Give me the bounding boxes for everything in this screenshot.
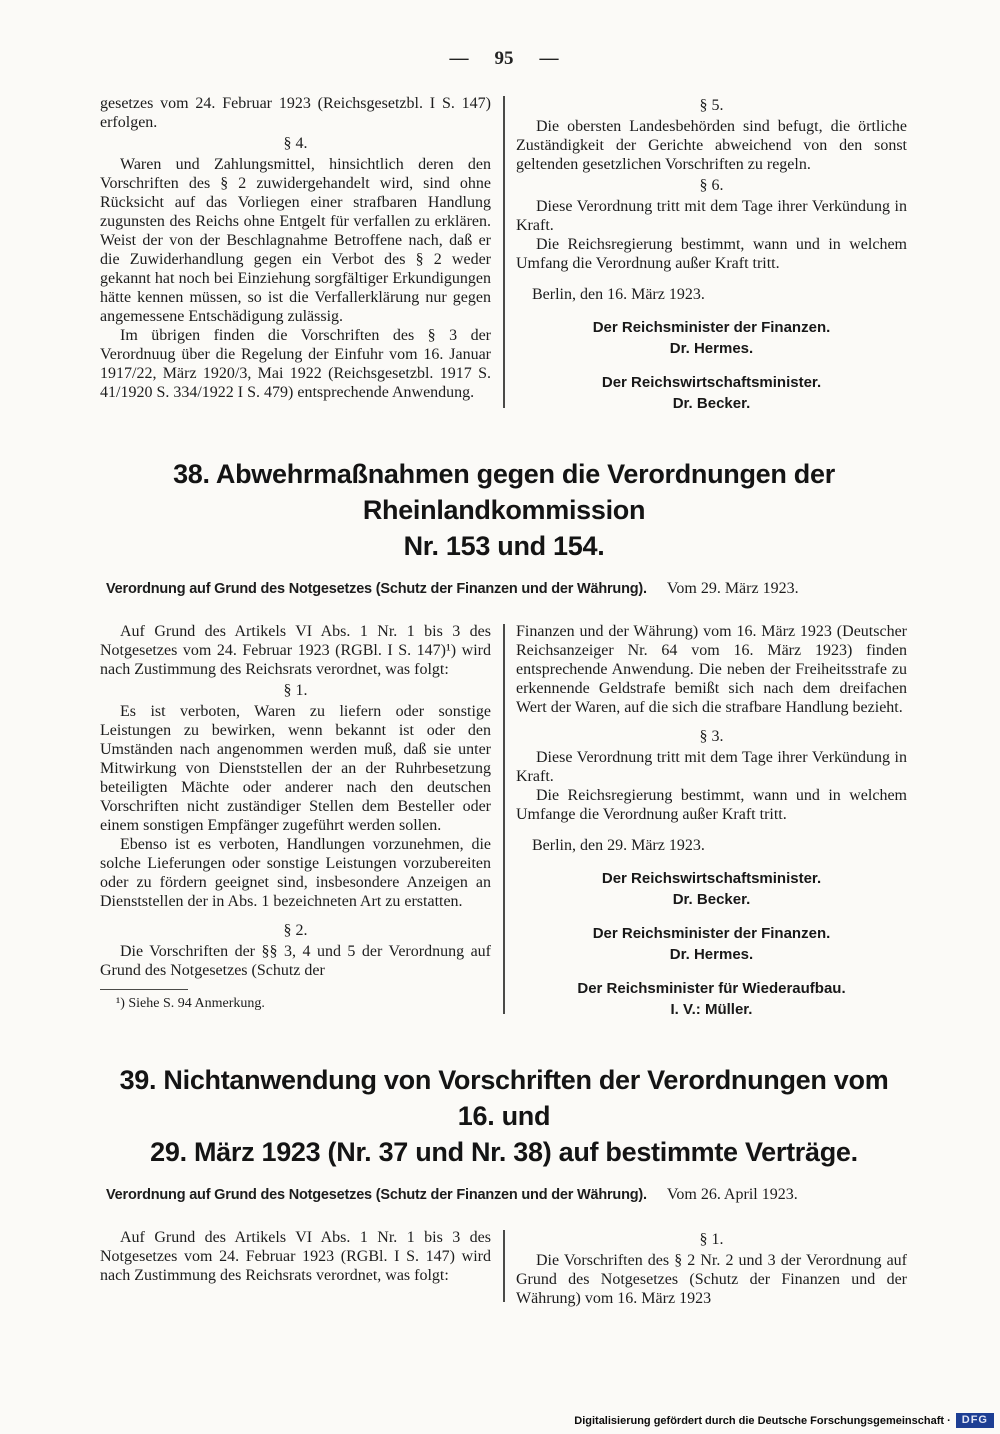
signature-title: Der Reichsminister der Finanzen.: [592, 319, 831, 336]
paragraph: Die Reichsregierung bestimmt, wann und in welchem Umfang die Verordnung außer Kraft tritt.: [516, 236, 907, 272]
signature-block: [516, 372, 907, 414]
page-number-dash-left: —: [449, 48, 469, 69]
section-39-title: [100, 1062, 908, 1170]
dateline: Berlin, den 29. März 1923.: [532, 837, 705, 854]
paragraph: Diese Verordnung tritt mit dem Tage ihrer Verkündung in Kraft.: [516, 198, 907, 234]
paragraph: Im übrigen finden die Vorschriften des § 3 der Verordnuug über die Regelung der Einfuhr vom 16. Januar 1917/22, März 1920/3, Mai 1922 (Reichsgesetzbl. 1917 S. 41/1920 S. 334/1922 I S. 479) entsprechende Anwendung.: [100, 327, 491, 401]
signature-block: [516, 978, 907, 1020]
signature-name: Dr. Becker.: [672, 395, 751, 412]
section-39-subtitle-bold: Verordnung auf Grund des Notgesetzes (Schutz der Finanzen und der Währung).: [106, 1187, 647, 1203]
section-heading-s4: § 4.: [283, 135, 308, 152]
signature-block: [516, 868, 907, 910]
signature-title: Der Reichswirtschaftsminister.: [601, 374, 822, 391]
paragraph: Diese Verordnung tritt mit dem Tage ihrer Verkündung in Kraft.: [516, 749, 907, 785]
paragraph: Die Vorschriften des § 2 Nr. 2 und 3 der Verordnung auf Grund des Notgesetzes (Schutz der Finanzen und der Währung) vom 16. März 1923: [516, 1252, 907, 1307]
section-38-body: [100, 622, 908, 1020]
section-heading-s5: § 5.: [699, 97, 724, 114]
section-heading-s6: § 6.: [699, 177, 724, 194]
column-divider: [503, 1230, 505, 1302]
signature-title: Der Reichsminister der Finanzen.: [592, 925, 831, 942]
section-top-left-column: [100, 94, 491, 414]
section-39-title-line1: 39. Nichtanwendung von Vorschriften der Verordnungen vom 16. und: [119, 1065, 889, 1131]
paragraph: Waren und Zahlungsmittel, hinsichtlich deren den Vorschriften des § 2 zuwidergehandelt wird, sind ohne Rücksicht auf das Vorliegen einer strafbaren Handlung zugunsten des Reichs ohne Entgelt für verfallen zu erklären. Weist der von der Beschlagnahme Betroffene nach, daß er die Zuwiderhandlung gegen ein Verbot des § 2 weder gekannt hat noch bei Einziehung sorgfältiger Erkundigungen hätte kennen müssen, so ist die Verfallerklärung nur gegen angemessene Entschädigung zulässig.: [100, 156, 491, 325]
section-38-subtitle-date: Vom 29. März 1923.: [666, 580, 799, 597]
section-38-title-line2: Nr. 153 und 154.: [403, 531, 605, 561]
column-divider: [503, 624, 505, 1014]
page-number-value: 95: [494, 48, 514, 69]
section-top-right-column: [516, 94, 907, 414]
section-38-subtitle-bold: Verordnung auf Grund des Notgesetzes (Schutz der Finanzen und der Währung).: [106, 581, 647, 597]
page-number-dash-right: —: [539, 48, 559, 69]
section-39-left-column: [100, 1228, 491, 1308]
paragraph: Auf Grund des Artikels VI Abs. 1 Nr. 1 bis 3 des Notgesetzes vom 24. Februar 1923 (RGBl. I S. 147)¹) wird nach Zustimmung des Reichsrats verordnet, was folgt:: [100, 623, 491, 678]
section-38-right-column: [516, 622, 907, 1020]
digitization-note: Digitalisierung gefördert durch die Deutsche Forschungsgemeinschaft ·: [574, 1414, 951, 1427]
signature-title: Der Reichsminister für Wiederaufbau.: [577, 980, 846, 997]
signature-block: [516, 317, 907, 359]
signature-block: [516, 923, 907, 965]
section-heading-s1: § 1.: [283, 682, 308, 699]
section-39-body: [100, 1228, 908, 1308]
page-number: [100, 48, 908, 70]
footnote: ¹) Siehe S. 94 Anmerkung.: [116, 996, 265, 1011]
signature-name: Dr. Becker.: [672, 891, 751, 908]
paragraph: Es ist verboten, Waren zu liefern oder sonstige Leistungen zu bewirken, wenn bekannt ist oder den Umständen nach angenommen werden muß, daß sie unter Mitwirkung von Dienststellen der an der Ruhrbesetzung beteiligten Mächte oder anderer nach den deutschen Vorschriften nicht zuständiger Stellen dem Besteller oder einem sonstigen Empfänger zugeführt werden sollen.: [100, 703, 491, 834]
signature-title: Der Reichswirtschaftsminister.: [601, 870, 822, 887]
section-heading-s2: § 2.: [283, 922, 308, 939]
paragraph: Die obersten Landesbehörden sind befugt, die örtliche Zuständigkeit der Gerichte abweichend von den sonst geltenden gesetzlichen Vorschriften zu regeln.: [516, 118, 907, 173]
digitization-footer: [574, 1413, 994, 1428]
section-39-right-column: [516, 1228, 907, 1308]
signature-name: I. V.: Müller.: [670, 1001, 753, 1018]
section-top: [100, 94, 908, 414]
footnote-rule: [100, 989, 188, 990]
section-heading-s3: § 3.: [699, 728, 724, 745]
paragraph: Auf Grund des Artikels VI Abs. 1 Nr. 1 bis 3 des Notgesetzes vom 24. Februar 1923 (RGBl. I S. 147) wird nach Zustimmung des Reichsrats verordnet, was folgt:: [100, 1229, 491, 1284]
column-divider: [503, 96, 505, 408]
section-38-title-line1: 38. Abwehrmaßnahmen gegen die Verordnungen der Rheinlandkommission: [173, 459, 835, 525]
section-39-title-line2: 29. März 1923 (Nr. 37 und Nr. 38) auf bestimmte Verträge.: [150, 1137, 858, 1167]
paragraph: Die Reichsregierung bestimmt, wann und in welchem Umfange die Verordnung außer Kraft tritt.: [516, 787, 907, 823]
paragraph: Die Vorschriften der §§ 3, 4 und 5 der Verordnung auf Grund des Notgesetzes (Schutz der: [100, 943, 491, 979]
section-39-subtitle: [106, 1186, 908, 1204]
dfg-logo: DFG: [956, 1413, 994, 1428]
paragraph: Ebenso ist es verboten, Handlungen vorzunehmen, die solche Lieferungen oder sonstige Leistungen vorzubereiten oder zu fördern geeignet sind, insbesondere Anzeigen an Dienststellen der in Abs. 1 bezeichneten Art zu erstatten.: [100, 836, 491, 910]
section-38-left-column: [100, 622, 491, 1020]
section-38-title: [100, 456, 908, 564]
paragraph: Finanzen und der Währung) vom 16. März 1923 (Deutscher Reichsanzeiger Nr. 64 vom 16. März 1923) finden entsprechende Anwendung. Die neben der Freiheitsstrafe zu erkennende Geldstrafe bemißt sich nach dem dreifachen Wert der Waren, auf die sich die strafbare Handlung bezieht.: [516, 623, 907, 716]
section-38-subtitle: [106, 580, 908, 598]
section-39-subtitle-date: Vom 26. April 1923.: [666, 1186, 798, 1203]
dateline: Berlin, den 16. März 1923.: [532, 286, 705, 303]
paragraph: gesetzes vom 24. Februar 1923 (Reichsgesetzbl. I S. 147) erfolgen.: [100, 95, 491, 131]
signature-name: Dr. Hermes.: [669, 340, 754, 357]
section-heading-s1: § 1.: [699, 1231, 724, 1248]
signature-name: Dr. Hermes.: [669, 946, 754, 963]
